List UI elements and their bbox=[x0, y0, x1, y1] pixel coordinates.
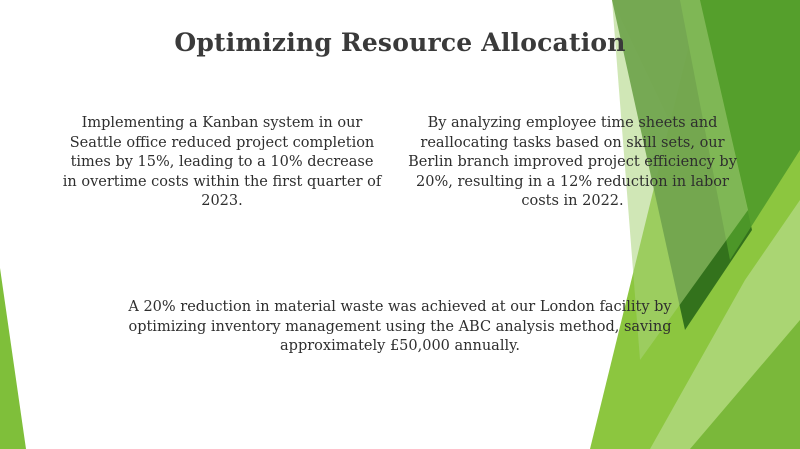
kanban-paragraph: Implementing a Kanban system in our Seattle office reduced project completion times by 15%, leading to a 10% decrease in overtime costs within the first quarter of 2023. bbox=[62, 115, 382, 209]
left-accent-shape bbox=[0, 268, 26, 449]
slide-title: Optimizing Resource Allocation bbox=[174, 28, 626, 57]
time-sheet-paragraph: By analyzing employee time sheets and reallocating tasks based on skill sets, our Berlin branch improved project efficiency by 20%, resulting in a 12% reduction in labor costs in 2022. bbox=[408, 115, 737, 209]
material-waste-paragraph: A 20% reduction in material waste was achieved at our London facility by optimizing inventory management using the ABC analysis method, saving approximately £50,000 annually. bbox=[128, 299, 672, 354]
